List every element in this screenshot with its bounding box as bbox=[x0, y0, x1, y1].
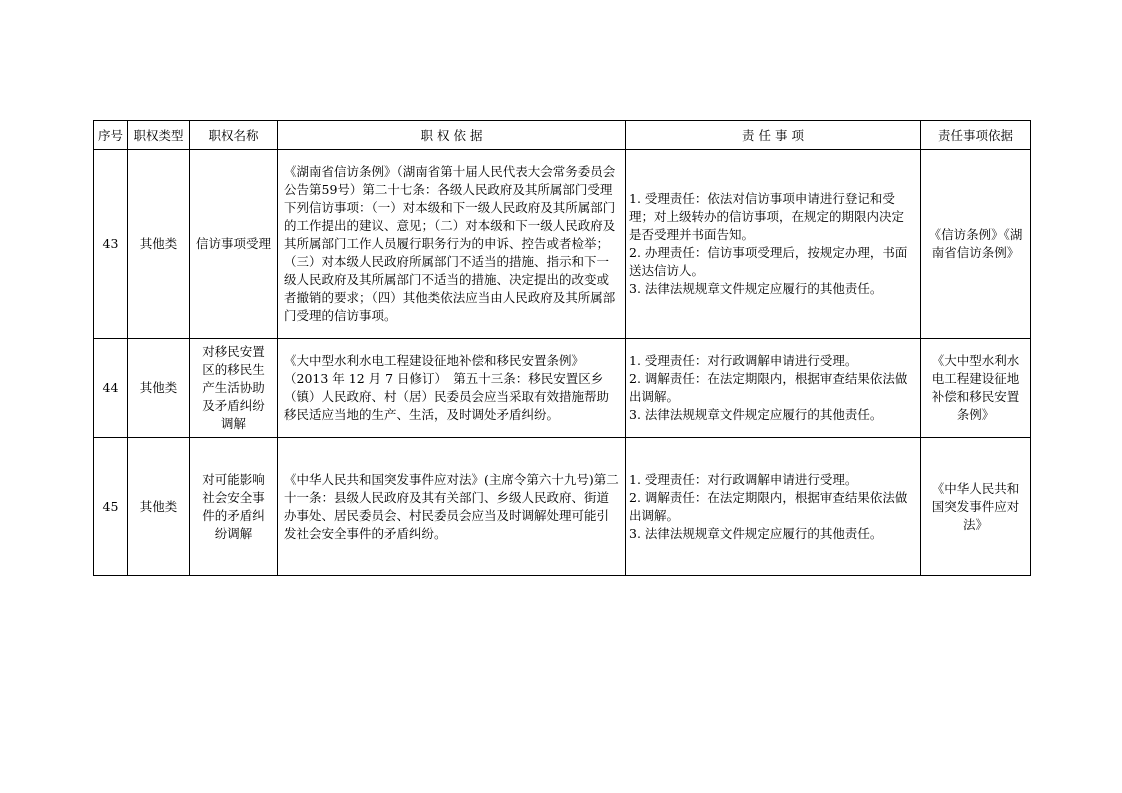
row-basis-text: 《大中型水利水电工程建设征地补偿和移民安置条例》（2013 年 12 月 7 日修订） 第五十三条：移民安置区乡（镇）人民政府、村（居）民委员会应当采取有效措施帮助移民适应当地的生产、生活，及时调处矛盾纠纷。 bbox=[284, 353, 610, 422]
header-category: 职权类型 bbox=[128, 121, 190, 150]
row-duties bbox=[626, 339, 921, 438]
row-duty-basis bbox=[921, 150, 1031, 339]
duty-item: 2. 调解责任：在法定期限内，根据审查结果依法做出调解。 bbox=[629, 489, 908, 523]
duty-item: 2. 调解责任：在法定期限内，根据审查结果依法做出调解。 bbox=[629, 371, 908, 404]
row-category: 其他类 bbox=[128, 438, 190, 576]
row-duty-basis bbox=[921, 339, 1031, 438]
row-basis bbox=[278, 339, 626, 438]
duty-item: 1. 受理责任：依法对信访事项申请进行登记和受理；对上级转办的信访事项，在规定的期限内决定是否受理并书面告知。 bbox=[629, 191, 905, 242]
row-category: 其他类 bbox=[128, 150, 190, 339]
row-basis-text: 《中华人民共和国突发事件应对法》(主席令第六十九号)第二十一条：县级人民政府及其有关部门、乡级人民政府、街道办事处、居民委员会、村民委员会应当及时调解处理可能引发社会安全事件的矛盾纠纷。 bbox=[284, 471, 619, 541]
header-basis: 职 权 依 据 bbox=[278, 121, 626, 150]
duty-item: 3. 法律法规规章文件规定应履行的其他责任。 bbox=[629, 407, 883, 422]
row-name-text: 对可能影响社会安全事件的矛盾纠纷调解 bbox=[202, 471, 265, 541]
table-row bbox=[94, 438, 1031, 576]
row-duty-basis bbox=[921, 438, 1031, 576]
header-duty-basis: 责任事项依据 bbox=[921, 121, 1031, 150]
row-seq: 44 bbox=[94, 339, 128, 438]
duty-item: 3. 法律法规规章文件规定应履行的其他责任。 bbox=[629, 525, 883, 541]
row-name: 信访事项受理 bbox=[190, 150, 278, 339]
row-name bbox=[190, 438, 278, 576]
row-name bbox=[190, 339, 278, 438]
table-header-row bbox=[94, 121, 1031, 150]
row-basis bbox=[278, 150, 626, 339]
duty-item: 1. 受理责任：对行政调解申请进行受理。 bbox=[629, 471, 858, 487]
row-duties bbox=[626, 438, 921, 576]
duty-item: 1. 受理责任：对行政调解申请进行受理。 bbox=[629, 353, 858, 368]
row-duties bbox=[626, 150, 921, 339]
duty-item: 2. 办理责任：信访事项受理后，按规定办理，书面送达信访人。 bbox=[629, 245, 908, 278]
row-category: 其他类 bbox=[128, 339, 190, 438]
header-name: 职权名称 bbox=[190, 121, 278, 150]
authority-table bbox=[93, 120, 1031, 576]
table-row bbox=[94, 150, 1031, 339]
row-basis bbox=[278, 438, 626, 576]
header-seq: 序号 bbox=[94, 121, 128, 150]
row-duty-basis-text: 《大中型水利水电工程建设征地补偿和移民安置条例》 bbox=[931, 353, 1020, 422]
row-duty-basis-text: 《中华人民共和国突发事件应对法》 bbox=[931, 480, 1020, 532]
row-seq: 45 bbox=[94, 438, 128, 576]
row-name-text: 对移民安置区的移民生产生活协助及矛盾纠纷调解 bbox=[202, 344, 265, 431]
header-duty: 责 任 事 项 bbox=[626, 121, 921, 150]
duty-item: 3. 法律法规规章文件规定应履行的其他责任。 bbox=[629, 281, 883, 296]
row-basis-text: 《湖南省信访条例》（湖南省第十届人民代表大会常务委员会公告第59号）第二十七条：各级人民政府及其所属部门受理下列信访事项：（一）对本级和下一级人民政府及其所属部门的工作提出的建议、意见；（二）对本级和下一级人民政府及其所属部门工作人员履行职务行为的申诉、控告或者检举；（三）对本级人民政府所属部门不适当的措施、指示和下一级人民政府及其所属部门不适当的措施、决定提出的改变或者撤销的要求；（四）其他类依法应当由人民政府及其所属部门受理的信访事项。 bbox=[284, 164, 616, 323]
row-seq: 43 bbox=[94, 150, 128, 339]
row-duty-basis-text: 《信访条例》《湖南省信访条例》 bbox=[928, 227, 1023, 260]
table-row bbox=[94, 339, 1031, 438]
